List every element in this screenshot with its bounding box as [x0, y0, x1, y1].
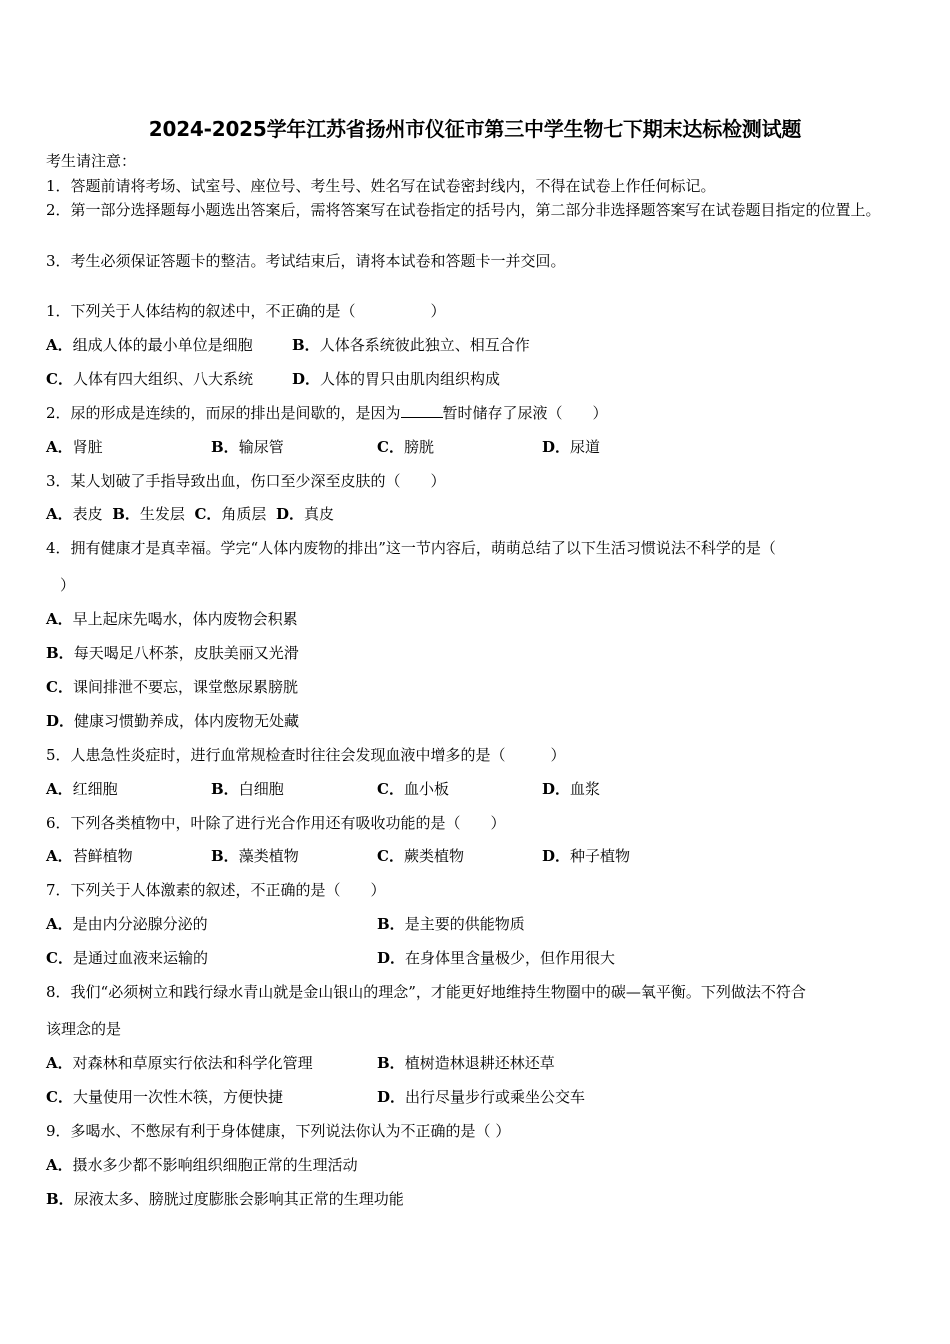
q2-option-a: A．肾脏 [46, 438, 103, 456]
q6-option-b: B．藻类植物 [211, 847, 299, 865]
notice-heading: 考生请注意： [46, 152, 137, 170]
q7-option-b: B．是主要的供能物质 [377, 915, 525, 933]
q1-option-a: A．组成人体的最小单位是细胞 [46, 336, 253, 354]
q7-option-d: D．在身体里含量极少，但作用很大 [377, 949, 616, 967]
q8-option-a: A．对森林和草原实行依法和科学化管理 [46, 1054, 313, 1072]
q8-option-d: D．出行尽量步行或乘坐公交车 [377, 1088, 586, 1106]
q5-option-a: A．红细胞 [46, 780, 118, 798]
notice-item-3: 3．考生必须保证答题卡的整洁。考试结束后，请将本试卷和答题卡一并交回。 [46, 252, 566, 270]
question-2-stem: 2．尿的形成是连续的，而尿的排出是间歇的，是因为 暂时储存了尿液（ ） [46, 404, 608, 422]
question-8-stem: 8．我们“必须树立和践行绿水青山就是金山银山的理念”，才能更好地维持生物圈中的碳—氧平衡。下列做法不符合 [46, 983, 806, 1001]
answer-blank [401, 403, 443, 418]
q4-option-c: C．课间排泄不要忘，课堂憋尿累膀胱 [46, 678, 298, 696]
question-5-stem: 5．人患急性炎症时，进行血常规检查时往往会发现血液中增多的是（ ） [46, 746, 566, 764]
q8-option-c: C．大量使用一次性木筷，方便快捷 [46, 1088, 283, 1106]
q1-option-b: B．人体各系统彼此独立、相互合作 [292, 336, 530, 354]
question-4-stem: 4．拥有健康才是真幸福。学完“人体内废物的排出”这一节内容后，萌萌总结了以下生活习惯说法不科学的是（ [46, 539, 776, 557]
question-8-stem-cont: 该理念的是 [46, 1020, 122, 1038]
question-9-stem: 9．多喝水、不憋尿有利于身体健康，下列说法你认为不正确的是（ ） [46, 1122, 511, 1140]
q4-option-b: B．每天喝足八杯茶，皮肤美丽又光滑 [46, 644, 299, 662]
notice-item-2: 2．第一部分选择题每小题选出答案后，需将答案写在试卷指定的括号内，第二部分非选择题答案写在试卷题目指定的位置上。 [46, 201, 881, 219]
question-6-stem: 6．下列各类植物中，叶除了进行光合作用还有吸收功能的是（ ） [46, 814, 506, 832]
q2-option-c: C．膀胱 [377, 438, 434, 456]
notice-item-1: 1．答题前请将考场、试室号、座位号、考生号、姓名写在试卷密封线内，不得在试卷上作任何标记。 [46, 177, 716, 195]
q4-option-a: A．早上起床先喝水，体内废物会积累 [46, 610, 298, 628]
q3-options: A．表皮 B．生发层 C．角质层 D．真皮 [46, 505, 334, 523]
q4-option-d: D．健康习惯勤养成，体内废物无处藏 [46, 712, 300, 730]
question-1-stem: 1．下列关于人体结构的叙述中，不正确的是（ ） [46, 302, 446, 320]
q6-option-a: A．苔鲜植物 [46, 847, 133, 865]
q7-option-a: A．是由内分泌腺分泌的 [46, 915, 208, 933]
q2-option-b: B．输尿管 [211, 438, 284, 456]
q5-option-b: B．白细胞 [211, 780, 284, 798]
q2-option-d: D．尿道 [542, 438, 601, 456]
question-4-stem-cont: ） [60, 576, 76, 594]
q9-option-b: B．尿液太多、膀胱过度膨胀会影响其正常的生理功能 [46, 1190, 404, 1208]
q6-option-d: D．种子植物 [542, 847, 631, 865]
q5-option-d: D．血浆 [542, 780, 601, 798]
q9-option-a: A．摄水多少都不影响组织细胞正常的生理活动 [46, 1156, 358, 1174]
q6-option-c: C．蕨类植物 [377, 847, 464, 865]
q1-option-d: D．人体的胃只由肌肉组织构成 [292, 370, 501, 388]
q1-option-c: C．人体有四大组织、八大系统 [46, 370, 253, 388]
page-title: 2024-2025学年江苏省扬州市仪征市第三中学生物七下期末达标检测试题 [148, 117, 802, 141]
question-7-stem: 7．下列关于人体激素的叙述，不正确的是（ ） [46, 881, 386, 899]
q7-option-c: C．是通过血液来运输的 [46, 949, 208, 967]
question-3-stem: 3．某人划破了手指导致出血，伤口至少深至皮肤的（ ） [46, 472, 446, 490]
q5-option-c: C．血小板 [377, 780, 449, 798]
q8-option-b: B．植树造林退耕还林还草 [377, 1054, 555, 1072]
